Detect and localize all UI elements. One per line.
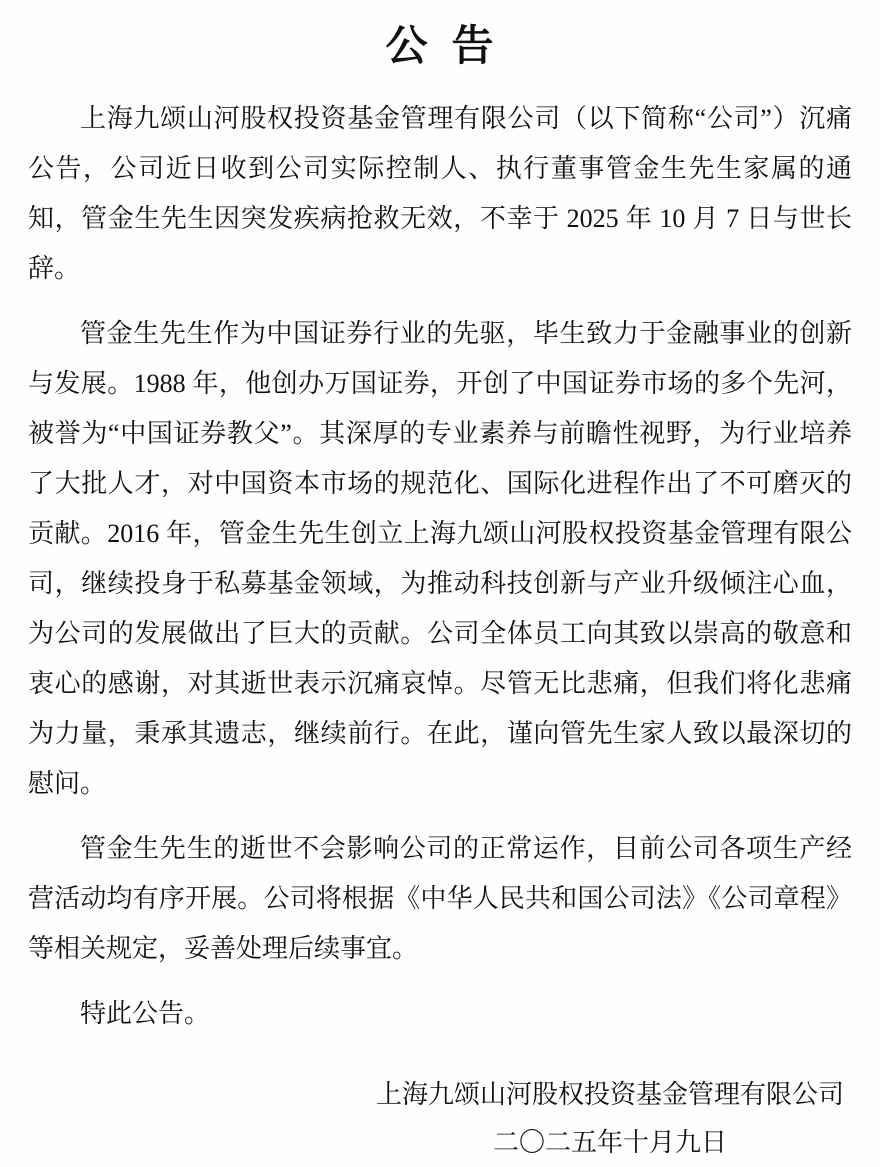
document-title: 公 告 <box>385 24 495 70</box>
paragraph-notice: 上海九颂山河股权投资基金管理有限公司（以下简称“公司”）沉痛公告，公司近日收到公司实际控制人、执行董事管金生先生家属的通知，管金生先生因突发疾病抢救无效，不幸于 2025 年 10 月 7 日与世长辞。 <box>28 104 852 283</box>
signature-company: 上海九颂山河股权投资基金管理有限公司 <box>375 1080 844 1109</box>
paragraph-closing: 特此公告。 <box>80 999 211 1028</box>
signature-block <box>28 1071 852 1167</box>
paragraph-operations: 管金生先生的逝世不会影响公司的正常运作，目前公司各项生产经营活动均有序开展。公司将根据《中华人民共和国公司法》《公司章程》等相关规定，妥善处理后续事宜。 <box>28 834 852 963</box>
paragraph-biography: 管金生先生作为中国证券行业的先驱，毕生致力于金融事业的创新与发展。1988 年，他创办万国证券，开创了中国证券市场的多个先河，被誉为“中国证券教父”。其深厚的专业素养与前瞻性视野，为行业培养了大批人才，对中国资本市场的规范化、国际化进程作出了不可磨灭的贡献。2016 年，管金生先生创立上海九颂山河股权投资基金管理有限公司，继续投身于私募基金领域，为推动科技创新与产业升级倾注心血，为公司的发展做出了巨大的贡献。公司全体员工向其致以崇高的敬意和衷心的感谢，对其逝世表示沉痛哀悼。尽管无比悲痛，但我们将化悲痛为力量，秉承其遗志，继续前行。在此，谨向管先生家人致以最深切的慰问。 <box>28 319 852 798</box>
signature-inner <box>376 1071 844 1167</box>
signature-date: 二〇二五年十月九日 <box>492 1128 727 1157</box>
